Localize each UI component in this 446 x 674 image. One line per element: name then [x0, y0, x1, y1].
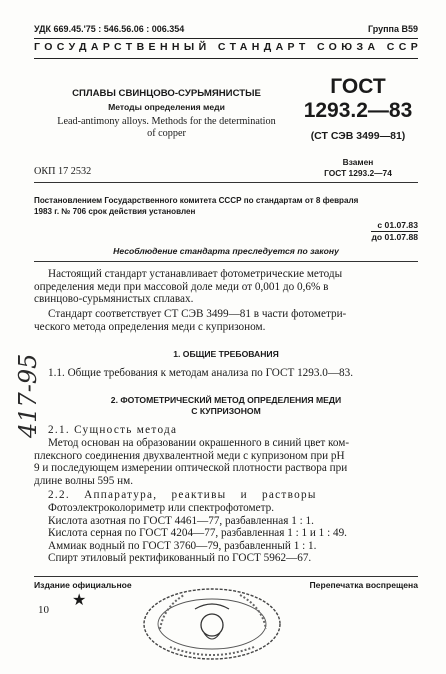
s22-line1: Фотоэлектроколориметр или спектрофотометр. — [48, 502, 274, 514]
title-ru-sub: Методы определения меди — [108, 102, 225, 112]
title-en-line2: of copper — [147, 128, 186, 139]
section2-heading — [34, 395, 418, 417]
intro-paragraph-1 — [34, 268, 418, 306]
gost-number: 1293.2—83 — [303, 99, 413, 122]
decree-line2: 1983 г. № 706 срок действия установлен — [34, 207, 196, 216]
section1-text: 1.1. Общие требования к методам анализа по ГОСТ 1293.0—83. — [48, 367, 354, 379]
state-standard-banner: ГОСУДАРСТВЕННЫЙ СТАНДАРТ СОЮЗА ССР — [34, 41, 423, 53]
section2-heading-line1: 2. ФОТОМЕТРИЧЕСКИЙ МЕТОД ОПРЕДЕЛЕНИЯ МЕДИ — [110, 395, 342, 405]
section2-heading-line2: С КУПРИЗОНОМ — [191, 406, 261, 416]
decree-line1: Постановлением Государственного комитета СССР по стандартам от 8 февраля — [34, 196, 359, 205]
section2-1-text — [34, 437, 418, 487]
gost-label: ГОСТ — [330, 75, 386, 98]
s22-line2: Кислота азотная по ГОСТ 4461—77, разбавленная 1 : 1. — [48, 514, 314, 527]
section1-heading: 1. ОБЩИЕ ТРЕБОВАНИЯ — [173, 349, 279, 359]
intro-paragraph-2 — [34, 308, 418, 333]
footer-rule — [34, 576, 418, 577]
library-stamp — [140, 585, 285, 663]
intro-p2-line2: ческого метода определения меди с купризоном. — [34, 320, 266, 333]
intro-p1-line2: определения меди при массовой доле меди от 0,001 до 0,6% в — [34, 280, 329, 293]
handwritten-margin-note: 417-95 — [14, 353, 42, 438]
udk-code: УДК 669.45.'75 : 546.56.06 : 006.354 — [34, 24, 185, 34]
section2-2-list — [34, 502, 418, 565]
decree — [34, 195, 422, 217]
intro-p1-line3: свинцово-сурьмянистых сплавах. — [34, 293, 194, 306]
warning-text: Несоблюдение стандарта преследуется по закону — [113, 246, 339, 256]
title-rule — [34, 182, 418, 183]
section2-1-heading: 2.1. Сущность метода — [48, 424, 178, 436]
title-ru-main: СПЛАВЫ СВИНЦОВО-СУРЬМЯНИСТЫЕ — [72, 88, 261, 99]
replaces-label: Взамен — [342, 157, 374, 167]
title-en-line1: Lead-antimony alloys. Methods for the determination — [57, 116, 276, 127]
s21-line4: длине волны 595 нм. — [34, 474, 133, 487]
group-code: Группа В59 — [367, 24, 418, 34]
warning-rule — [34, 261, 418, 262]
validity-to: до 01.07.88 — [371, 232, 418, 242]
top-rule — [34, 38, 418, 39]
s22-line4: Аммиак водный по ГОСТ 3760—79, разбавленный 1 : 1. — [48, 539, 317, 552]
official-edition: Издание официальное — [34, 580, 132, 590]
s22-line3: Кислота серная по ГОСТ 4204—77, разбавленная 1 : 1 и 1 : 49. — [48, 527, 347, 540]
intro-p1-line1: Настоящий стандарт устанавливает фотометрические методы — [48, 268, 343, 280]
validity — [371, 220, 418, 243]
s21-line1: Метод основан на образовании окрашенного в синий цвет ком- — [48, 437, 350, 449]
intro-p2-line1: Стандарт соответствует СТ СЭВ 3499—81 в части фотометри- — [48, 308, 347, 320]
replaces-gost: ГОСТ 1293.2—74 — [324, 168, 392, 178]
reprint-prohibited: Перепечатка воспрещена — [309, 580, 418, 590]
cmea-number: (СТ СЭВ 3499—81) — [310, 130, 406, 142]
validity-from: с 01.07.83 — [377, 220, 418, 230]
s22-line5: Спирт этиловый ректификованный по ГОСТ 5962—67. — [48, 552, 312, 565]
star-icon: ★ — [72, 592, 87, 609]
okp-code: ОКП 17 2532 — [34, 166, 92, 177]
s21-line2: плексного соединения двухвалентной меди с купризоном при рН — [34, 449, 345, 462]
section2-2-heading: 2.2. Аппаратура, реактивы и растворы — [48, 489, 317, 501]
title-en — [34, 116, 299, 140]
s21-line3: 9 и последующем измерении оптической плотности раствора при — [34, 462, 348, 475]
banner-rule — [34, 58, 418, 59]
page-number: 10 — [38, 604, 49, 616]
